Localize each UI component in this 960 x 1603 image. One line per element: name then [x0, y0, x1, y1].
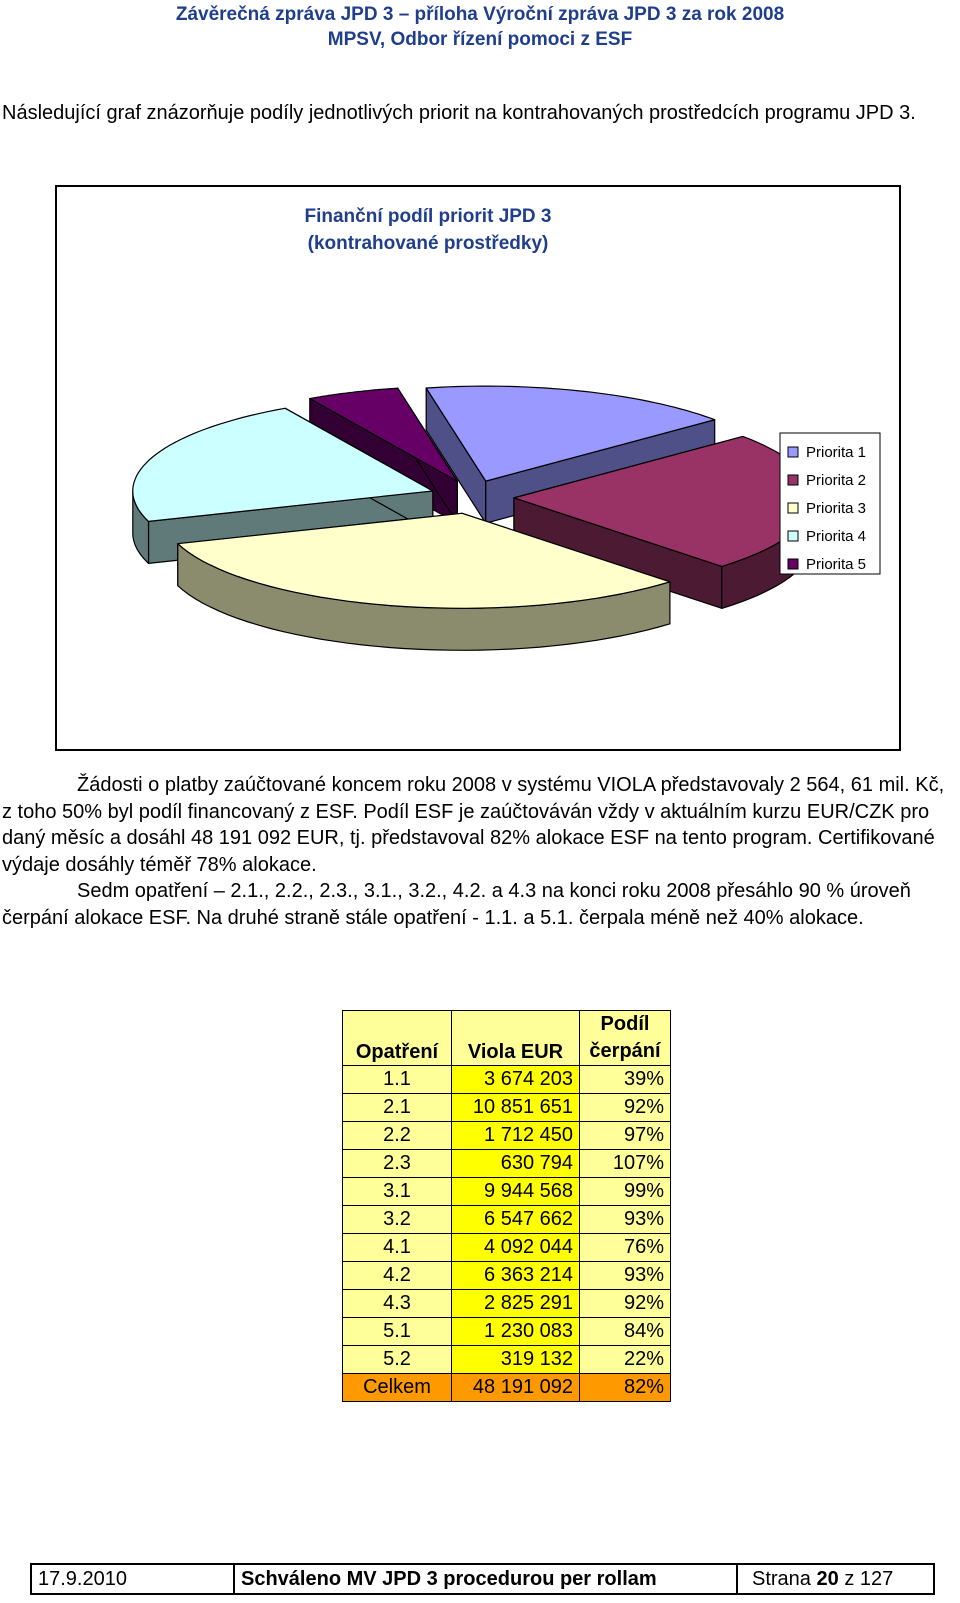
cell-share: 99% — [580, 1178, 671, 1206]
table-row — [343, 1066, 671, 1094]
footer-approval: Schváleno MV JPD 3 procedurou per rollam — [235, 1565, 738, 1593]
cell-share: 84% — [580, 1318, 671, 1346]
intro-paragraph: Následující graf znázorňuje podíly jednotlivých priorit na kontrahovaných prostředcích programu JPD 3. — [2, 102, 916, 124]
chart-subtitle: (kontrahované prostředky) — [307, 233, 549, 254]
table-header-row — [343, 1011, 671, 1066]
table-row — [343, 1178, 671, 1206]
cell-viola-eur: 2 825 291 — [452, 1290, 580, 1318]
page-header — [0, 2, 960, 52]
cell-share: 22% — [580, 1346, 671, 1374]
footer-date: 17.9.2010 — [32, 1565, 235, 1593]
cell-share: 92% — [580, 1290, 671, 1318]
legend-label-4: Priorita 4 — [806, 528, 867, 545]
cell-share: 107% — [580, 1150, 671, 1178]
cell-viola-eur: 6 363 214 — [452, 1262, 580, 1290]
table-row — [343, 1122, 671, 1150]
header-subtitle: MPSV, Odbor řízení pomoci z ESF — [327, 29, 633, 50]
cell-viola-eur: 1 230 083 — [452, 1318, 580, 1346]
cell-share: 76% — [580, 1234, 671, 1262]
cell-measure: 5.1 — [343, 1318, 452, 1346]
cell-share: 93% — [580, 1262, 671, 1290]
table-row — [343, 1262, 671, 1290]
legend-swatch-5 — [788, 559, 798, 569]
cell-viola-eur: 6 547 662 — [452, 1206, 580, 1234]
cell-measure: 2.2 — [343, 1122, 452, 1150]
footer-page-total: 127 — [859, 1567, 894, 1590]
measures-table — [342, 1010, 671, 1402]
table-row — [343, 1150, 671, 1178]
cell-share: 97% — [580, 1122, 671, 1150]
col-header-viola: Viola EUR — [452, 1011, 580, 1066]
table-total-row — [343, 1374, 671, 1402]
cell-measure: 4.1 — [343, 1234, 452, 1262]
table-row — [343, 1290, 671, 1318]
cell-viola-eur: 1 712 450 — [452, 1122, 580, 1150]
footer-page — [738, 1565, 933, 1593]
col-header-share: Podíl čerpání — [580, 1011, 671, 1066]
cell-viola-eur: 4 092 044 — [452, 1234, 580, 1262]
pie-chart-svg — [57, 187, 899, 749]
table-row — [343, 1094, 671, 1122]
legend-swatch-1 — [788, 447, 798, 457]
legend-label-5: Priorita 5 — [806, 556, 867, 573]
legend-swatch-3 — [788, 503, 798, 513]
table-row — [343, 1234, 671, 1262]
cell-measure: 5.2 — [343, 1346, 452, 1374]
cell-share: 93% — [580, 1206, 671, 1234]
cell-viola-eur: 48 191 092 — [452, 1374, 580, 1402]
table-body — [343, 1066, 671, 1402]
table-row — [343, 1346, 671, 1374]
pie-chart — [55, 185, 901, 751]
cell-measure: 2.1 — [343, 1094, 452, 1122]
cell-measure: 1.1 — [343, 1066, 452, 1094]
header-title: Závěrečná zpráva JPD 3 – příloha Výroční zpráva JPD 3 za rok 2008 — [175, 4, 785, 25]
cell-viola-eur: 630 794 — [452, 1150, 580, 1178]
chart-title: Finanční podíl priorit JPD 3 — [304, 206, 552, 227]
footer-page-current: 20 — [816, 1567, 839, 1590]
cell-measure: 4.2 — [343, 1262, 452, 1290]
cell-share: 39% — [580, 1066, 671, 1094]
body-paragraph-1: Žádosti o platby zaúčtované koncem roku 2008 v systému VIOLA představovaly 2 564, 61 mil. Kč, z toho 50% byl podíl financovaný z ESF. Podíl ESF je zaúčtováván vždy v aktuálním kurzu EUR/CZK pro daný měsíc a dosáhl 48 191 092 EUR, tj. představoval 82% alokace ESF na tento program. Certifikované výdaje dosáhly téměř 78% alokace. — [2, 774, 945, 876]
body-text — [2, 772, 957, 931]
cell-share: 92% — [580, 1094, 671, 1122]
chart-legend — [780, 433, 880, 574]
cell-viola-eur: 319 132 — [452, 1346, 580, 1374]
cell-viola-eur: 9 944 568 — [452, 1178, 580, 1206]
pie-slices — [133, 386, 814, 650]
cell-share: 82% — [580, 1374, 671, 1402]
footer-page-sep: z — [844, 1567, 855, 1590]
cell-measure: 3.1 — [343, 1178, 452, 1206]
cell-measure: 3.2 — [343, 1206, 452, 1234]
legend-swatch-4 — [788, 531, 798, 541]
footer-page-prefix: Strana — [752, 1567, 811, 1590]
table-row — [343, 1318, 671, 1346]
cell-measure: 2.3 — [343, 1150, 452, 1178]
legend-label-3: Priorita 3 — [806, 500, 867, 517]
cell-measure: Celkem — [343, 1374, 452, 1402]
body-paragraph-2: Sedm opatření – 2.1., 2.2., 2.3., 3.1., 3.2., 4.2. a 4.3 na konci roku 2008 přesáhlo 90 % úroveň čerpání alokace ESF. Na druhé straně stále opatření - 1.1. a 5.1. čerpala méně než 40% alokace. — [2, 880, 911, 929]
legend-swatch-2 — [788, 475, 798, 485]
table-row — [343, 1206, 671, 1234]
col-header-measure: Opatření — [343, 1011, 452, 1066]
cell-measure: 4.3 — [343, 1290, 452, 1318]
legend-label-2: Priorita 2 — [806, 472, 867, 489]
legend-label-1: Priorita 1 — [806, 444, 867, 461]
cell-viola-eur: 3 674 203 — [452, 1066, 580, 1094]
page-footer — [30, 1563, 935, 1595]
cell-viola-eur: 10 851 651 — [452, 1094, 580, 1122]
